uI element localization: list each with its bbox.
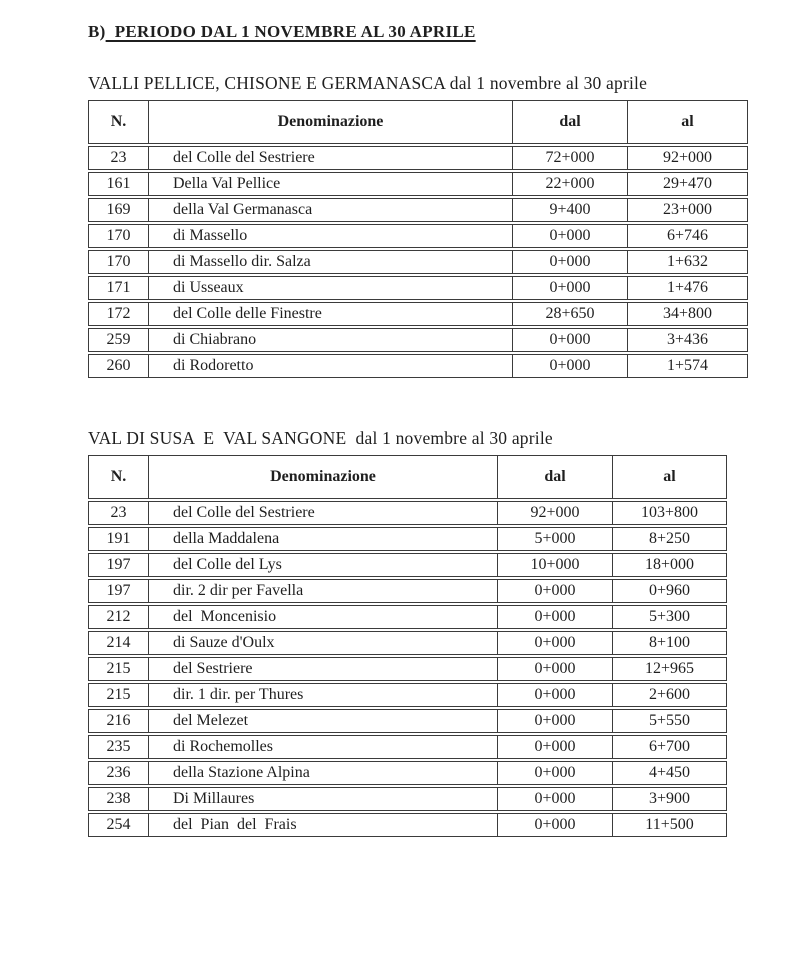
cell-al: 5+300 bbox=[612, 605, 727, 629]
table-row bbox=[88, 683, 727, 707]
cell-n: 235 bbox=[88, 735, 148, 759]
cell-al: 18+000 bbox=[612, 553, 727, 577]
cell-dal: 0+000 bbox=[497, 579, 612, 603]
cell-n: 197 bbox=[88, 553, 148, 577]
cell-n: 23 bbox=[88, 501, 148, 525]
cell-n: 259 bbox=[88, 328, 148, 352]
cell-dal: 22+000 bbox=[512, 172, 627, 196]
table-row bbox=[88, 527, 727, 551]
cell-denominazione: dir. 1 dir. per Thures bbox=[148, 683, 497, 707]
table-row bbox=[88, 605, 727, 629]
column-header-al: al bbox=[627, 100, 748, 144]
cell-denominazione: di Chiabrano bbox=[148, 328, 512, 352]
cell-dal: 0+000 bbox=[497, 761, 612, 785]
cell-n: 191 bbox=[88, 527, 148, 551]
cell-al: 8+100 bbox=[612, 631, 727, 655]
table-valli-pellice bbox=[88, 98, 748, 380]
cell-al: 3+900 bbox=[612, 787, 727, 811]
cell-n: 161 bbox=[88, 172, 148, 196]
column-header-denominazione: Denominazione bbox=[148, 455, 497, 499]
section-val-di-susa bbox=[88, 428, 800, 839]
header-row bbox=[88, 100, 748, 144]
cell-dal: 0+000 bbox=[497, 813, 612, 837]
cell-al: 4+450 bbox=[612, 761, 727, 785]
column-header-n: N. bbox=[88, 100, 148, 144]
heading-prefix: B) bbox=[88, 22, 106, 41]
heading-title: PERIODO DAL 1 NOVEMBRE AL 30 APRILE bbox=[105, 22, 476, 41]
cell-denominazione: del Colle del Sestriere bbox=[148, 146, 512, 170]
cell-denominazione: del Pian del Frais bbox=[148, 813, 497, 837]
cell-dal: 0+000 bbox=[497, 605, 612, 629]
cell-denominazione: del Moncenisio bbox=[148, 605, 497, 629]
table-caption-val-di-susa: VAL DI SUSA E VAL SANGONE dal 1 novembre al 30 aprile bbox=[88, 428, 553, 448]
cell-al: 6+746 bbox=[627, 224, 748, 248]
cell-dal: 28+650 bbox=[512, 302, 627, 326]
cell-n: 215 bbox=[88, 683, 148, 707]
cell-n: 212 bbox=[88, 605, 148, 629]
cell-denominazione: del Sestriere bbox=[148, 657, 497, 681]
cell-al: 92+000 bbox=[627, 146, 748, 170]
column-header-dal: dal bbox=[497, 455, 612, 499]
cell-al: 29+470 bbox=[627, 172, 748, 196]
table-row bbox=[88, 501, 727, 525]
cell-dal: 0+000 bbox=[497, 657, 612, 681]
cell-n: 254 bbox=[88, 813, 148, 837]
cell-n: 23 bbox=[88, 146, 148, 170]
table-val-di-susa bbox=[88, 453, 727, 839]
table-row bbox=[88, 302, 748, 326]
cell-denominazione: del Colle del Lys bbox=[148, 553, 497, 577]
header-row bbox=[88, 455, 727, 499]
cell-denominazione: della Val Germanasca bbox=[148, 198, 512, 222]
cell-n: 172 bbox=[88, 302, 148, 326]
cell-denominazione: del Melezet bbox=[148, 709, 497, 733]
cell-n: 215 bbox=[88, 657, 148, 681]
table-row bbox=[88, 250, 748, 274]
cell-dal: 9+400 bbox=[512, 198, 627, 222]
column-header-denominazione: Denominazione bbox=[148, 100, 512, 144]
cell-denominazione: della Maddalena bbox=[148, 527, 497, 551]
table-row bbox=[88, 172, 748, 196]
cell-al: 3+436 bbox=[627, 328, 748, 352]
cell-dal: 0+000 bbox=[512, 328, 627, 352]
cell-al: 1+632 bbox=[627, 250, 748, 274]
cell-al: 0+960 bbox=[612, 579, 727, 603]
cell-al: 34+800 bbox=[627, 302, 748, 326]
cell-dal: 0+000 bbox=[512, 354, 627, 378]
cell-denominazione: del Colle delle Finestre bbox=[148, 302, 512, 326]
cell-denominazione: del Colle del Sestriere bbox=[148, 501, 497, 525]
page-heading bbox=[88, 22, 800, 42]
cell-n: 238 bbox=[88, 787, 148, 811]
cell-dal: 0+000 bbox=[497, 683, 612, 707]
cell-dal: 72+000 bbox=[512, 146, 627, 170]
cell-n: 197 bbox=[88, 579, 148, 603]
table-row bbox=[88, 579, 727, 603]
table-caption-valli-pellice: VALLI PELLICE, CHISONE E GERMANASCA dal 1 novembre al 30 aprile bbox=[88, 73, 648, 93]
column-header-al: al bbox=[612, 455, 727, 499]
column-header-dal: dal bbox=[512, 100, 627, 144]
cell-al: 2+600 bbox=[612, 683, 727, 707]
cell-n: 170 bbox=[88, 250, 148, 274]
table-row bbox=[88, 657, 727, 681]
cell-n: 214 bbox=[88, 631, 148, 655]
cell-dal: 10+000 bbox=[497, 553, 612, 577]
cell-dal: 5+000 bbox=[497, 527, 612, 551]
section-valli-pellice bbox=[88, 73, 800, 380]
cell-n: 216 bbox=[88, 709, 148, 733]
table-row bbox=[88, 709, 727, 733]
cell-n: 169 bbox=[88, 198, 148, 222]
cell-n: 260 bbox=[88, 354, 148, 378]
cell-denominazione: di Usseaux bbox=[148, 276, 512, 300]
cell-n: 170 bbox=[88, 224, 148, 248]
table-row bbox=[88, 276, 748, 300]
table-row bbox=[88, 787, 727, 811]
cell-dal: 0+000 bbox=[512, 224, 627, 248]
cell-al: 1+476 bbox=[627, 276, 748, 300]
cell-n: 236 bbox=[88, 761, 148, 785]
cell-dal: 0+000 bbox=[497, 735, 612, 759]
table-row bbox=[88, 146, 748, 170]
table-row bbox=[88, 354, 748, 378]
cell-dal: 0+000 bbox=[497, 709, 612, 733]
cell-al: 103+800 bbox=[612, 501, 727, 525]
cell-al: 1+574 bbox=[627, 354, 748, 378]
cell-denominazione: Di Millaures bbox=[148, 787, 497, 811]
cell-al: 8+250 bbox=[612, 527, 727, 551]
cell-dal: 0+000 bbox=[512, 250, 627, 274]
cell-denominazione: di Sauze d'Oulx bbox=[148, 631, 497, 655]
table-row bbox=[88, 631, 727, 655]
cell-al: 5+550 bbox=[612, 709, 727, 733]
cell-denominazione: di Massello bbox=[148, 224, 512, 248]
cell-al: 23+000 bbox=[627, 198, 748, 222]
cell-dal: 0+000 bbox=[497, 787, 612, 811]
table-row bbox=[88, 198, 748, 222]
table-row bbox=[88, 553, 727, 577]
table-row bbox=[88, 813, 727, 837]
cell-denominazione: Della Val Pellice bbox=[148, 172, 512, 196]
cell-denominazione: della Stazione Alpina bbox=[148, 761, 497, 785]
cell-al: 11+500 bbox=[612, 813, 727, 837]
cell-dal: 0+000 bbox=[512, 276, 627, 300]
column-header-n: N. bbox=[88, 455, 148, 499]
cell-denominazione: di Massello dir. Salza bbox=[148, 250, 512, 274]
cell-n: 171 bbox=[88, 276, 148, 300]
cell-denominazione: dir. 2 dir per Favella bbox=[148, 579, 497, 603]
cell-denominazione: di Rodoretto bbox=[148, 354, 512, 378]
table-row bbox=[88, 328, 748, 352]
cell-denominazione: di Rochemolles bbox=[148, 735, 497, 759]
cell-al: 6+700 bbox=[612, 735, 727, 759]
cell-al: 12+965 bbox=[612, 657, 727, 681]
table-row bbox=[88, 224, 748, 248]
table-row bbox=[88, 735, 727, 759]
cell-dal: 92+000 bbox=[497, 501, 612, 525]
cell-dal: 0+000 bbox=[497, 631, 612, 655]
table-row bbox=[88, 761, 727, 785]
